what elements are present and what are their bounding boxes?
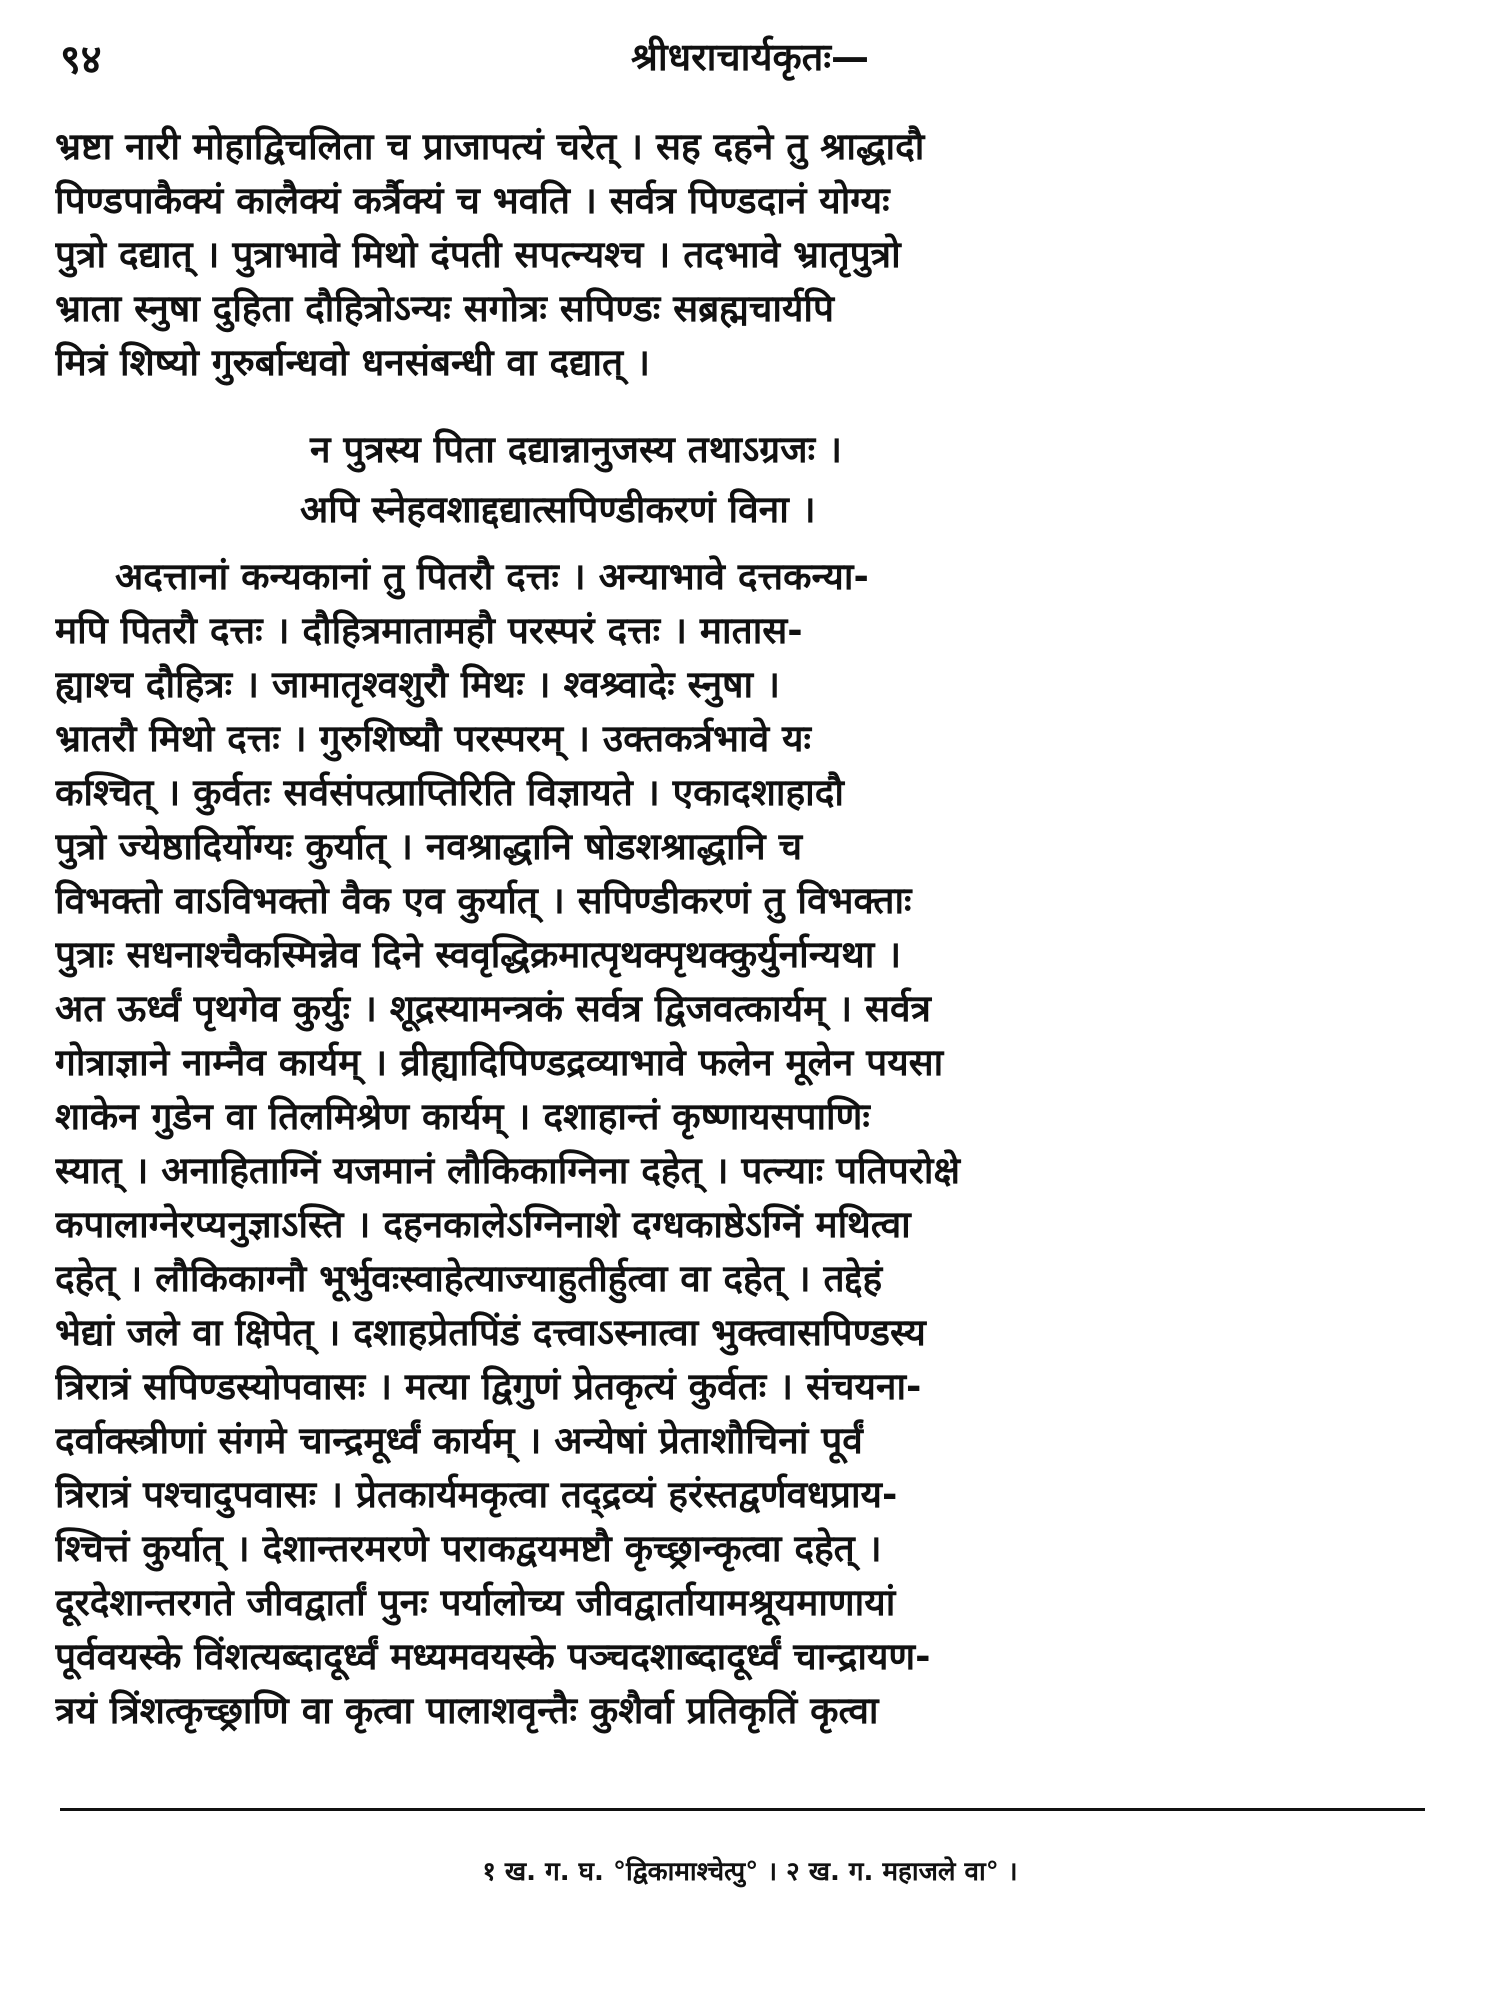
text-line: भ्रातरौ मिथो दत्तः । गुरुशिष्यौ परस्परम् । उक्तकर्त्रभावे यः (55, 717, 811, 760)
text-line: दहेत् । लौकिकाग्नौ भूर्भुवःस्वाहेत्याज्याहुतीर्हुत्वा वा दहेत् । तद्देहं (55, 1257, 883, 1300)
text-line: त्रिरात्रं सपिण्डस्योपवासः । मत्या द्विगुणं प्रेतकृत्यं कुर्वतः । संचयना- (55, 1365, 922, 1408)
text-line: दर्वाक्स्त्रीणां संगमे चान्द्रमूर्ध्वं कार्यम् । अन्येषां प्रेताशौचिनां पूर्वं (55, 1419, 863, 1462)
text-line: स्यात् । अनाहिताग्निं यजमानं लौकिकाग्निना दहेत् । पत्न्याः पतिपरोक्षे (55, 1149, 961, 1192)
text-line: विभक्तो वाऽविभक्तो वैक एव कुर्यात् । सपिण्डीकरणं तु विभक्ताः (55, 879, 912, 922)
text-line: त्रिरात्रं पश्चादुपवासः । प्रेतकार्यमकृत्वा तद्द्रव्यं हरंस्तद्वर्णवधप्राय- (55, 1473, 898, 1516)
footnote: १ ख. ग. घ. °द्विकामाश्चेत्पु° । २ ख. ग. महाजले वा° । (482, 1857, 1018, 1887)
text-line: भ्रष्टा नारी मोहाद्विचलिता च प्राजापत्यं चरेत् । सह दहने तु श्राद्धादौ (55, 125, 925, 168)
footnote-divider (60, 1808, 1425, 1811)
text-line: पूर्ववयस्के विंशत्यब्दादूर्ध्वं मध्यमवयस्के पञ्चदशाब्दादूर्ध्वं चान्द्रायण- (55, 1635, 931, 1678)
text-line: दूरदेशान्तरगते जीवद्वार्तां पुनः पर्यालोच्य जीवद्वार्तायामश्रूयमाणायां (55, 1581, 896, 1624)
text-line: गोत्राज्ञाने नाम्नैव कार्यम् । व्रीह्यादिपिण्डद्रव्याभावे फलेन मूलेन पयसा (55, 1041, 944, 1084)
verse-line: अपि स्नेहवशाद्दद्यात्सपिण्डीकरणं विना । (300, 488, 816, 531)
verse-block (0, 420, 1500, 540)
text-line: मपि पितरौ दत्तः । दौहित्रमातामहौ परस्परं दत्तः । मातास- (55, 609, 803, 652)
text-line: भ्राता स्नुषा दुहिता दौहित्रोऽन्यः सगोत्रः सपिण्डः सब्रह्मचार्यपि (55, 287, 835, 330)
text-line: पुत्राः सधनाश्चैकस्मिन्नेव दिने स्ववृद्धिक्रमात्पृथक्पृथक्कुर्युर्नान्यथा । (55, 933, 902, 976)
text-line: कपालाग्नेरप्यनुज्ञाऽस्ति । दहनकालेऽग्निनाशे दग्धकाष्ठेऽग्निं मथित्वा (55, 1203, 911, 1246)
text-line: पिण्डपाकैक्यं कालैक्यं कर्त्रैक्यं च भवति । सर्वत्र पिण्डदानं योग्यः (55, 179, 890, 222)
running-head: श्रीधराचार्यकृतः— (630, 35, 870, 79)
text-line: ह्याश्च दौहित्रः । जामातृश्वशुरौ मिथः । श्वश्र्वादेः स्नुषा । (55, 663, 780, 706)
text-line: कश्चित् । कुर्वतः सर्वसंपत्प्राप्तिरिति विज्ञायते । एकादशाहादौ (55, 771, 844, 814)
text-line: भेद्यां जले वा क्षिपेत् । दशाहप्रेतपिंडं दत्त्वाऽस्नात्वा भुक्त्वासपिण्डस्य (55, 1311, 926, 1354)
text-line: अदत्तानां कन्यकानां तु पितरौ दत्तः । अन्याभावे दत्तकन्या- (115, 555, 869, 598)
text-line: श्चित्तं कुर्यात् । देशान्तरमरणे पराकद्वयमष्टौ कृच्छ्रान्कृत्वा दहेत् । (55, 1527, 882, 1570)
verse-line: न पुत्रस्य पिता दद्यान्नानुजस्य तथाऽग्रजः । (310, 428, 842, 471)
text-line: मित्रं शिष्यो गुरुर्बान्धवो धनसंबन्धी वा दद्यात् । (55, 341, 650, 384)
text-line: शाकेन गुडेन वा तिलमिश्रेण कार्यम् । दशाहान्तं कृष्णायसपाणिः (55, 1095, 870, 1138)
paragraph-1 (55, 120, 1435, 390)
page-number: ९४ (60, 37, 102, 83)
text-line: त्रयं त्रिंशत्कृच्छ्राणि वा कृत्वा पालाशवृन्तैः कुशैर्वा प्रतिकृतिं कृत्वा (55, 1689, 879, 1732)
text-line: पुत्रो दद्यात् । पुत्राभावे मिथो दंपती सपत्न्यश्च । तदभावे भ्रातृपुत्रो (55, 233, 901, 276)
text-line: पुत्रो ज्येष्ठादिर्योग्यः कुर्यात् । नवश्राद्धानि षोडशश्राद्धानि च (55, 825, 803, 868)
paragraph-2 (55, 550, 1435, 1738)
page-header (60, 30, 1440, 100)
text-line: अत ऊर्ध्वं पृथगेव कुर्युः । शूद्रस्यामन्त्रकं सर्वत्र द्विजवत्कार्यम् । सर्वत्र (55, 987, 931, 1030)
